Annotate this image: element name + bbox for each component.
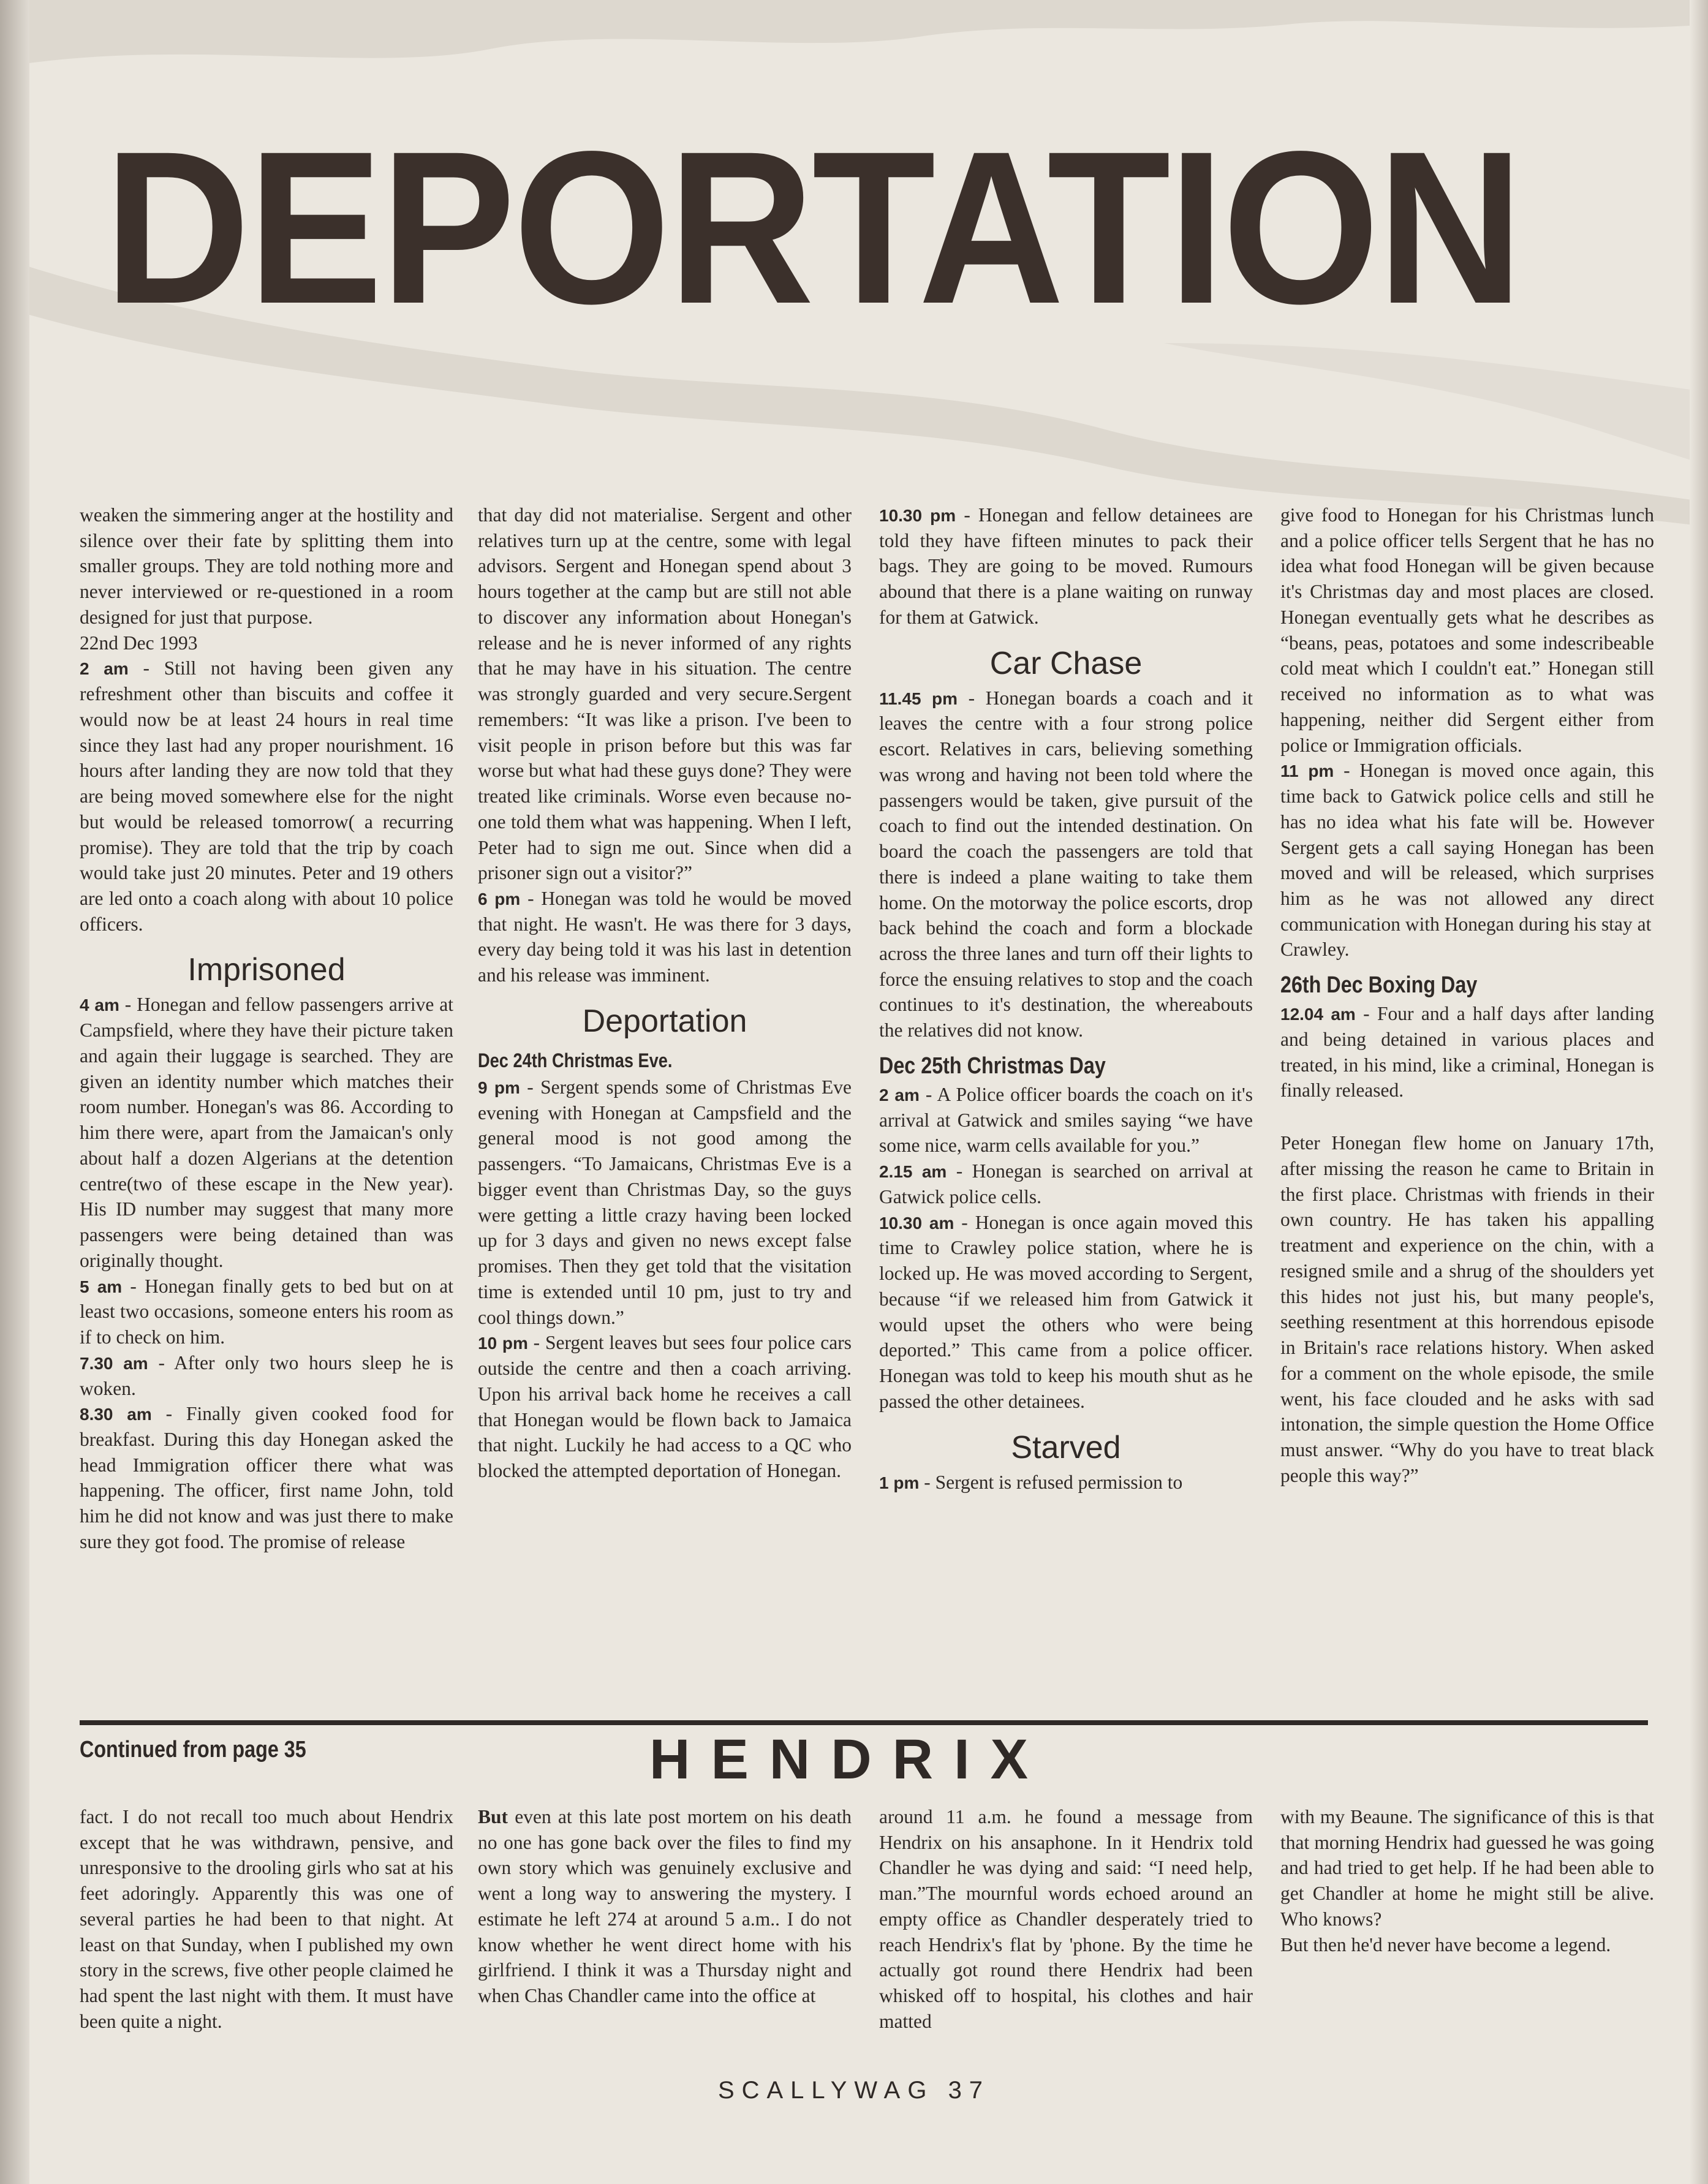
- article-column-2: [478, 502, 852, 1484]
- timeline-entry: [80, 1350, 453, 1401]
- paragraph: give food to Honegan for his Christmas lunch and a police officer tells Sergent that he has no idea what food Honegan will be given because it's Christmas day and most places are closed. Honegan eventually gets what he describes as “beans, peas, potatoes and some indescribeable cold meat which I couldn't eat.” Honegan still received no information as to what was happening, neither did Sergent either from police or Immigration officials.: [1280, 504, 1654, 756]
- hendrix-column-4: [1280, 1804, 1654, 1957]
- timestamp: 8.30 am: [80, 1405, 152, 1424]
- timeline-entry: [879, 686, 1253, 1043]
- date-heading: Dec 24th Christmas Eve.: [478, 1049, 673, 1071]
- hendrix-column-3: [879, 1804, 1253, 2035]
- timestamp: 2 am: [80, 659, 129, 679]
- entry-text: - Honegan and fellow passengers arrive at Campsfield, where they have their picture taken and again their luggage is searched. They are given an identity number which matches their room number. Honegan's was 86. According to him there were, apart from the Jamaican's only about half a dozen Algerians at the detention centre(two of these escape in the New year). His ID number may suggest that many more passengers were being detained than was originally thought.: [80, 994, 453, 1271]
- entry-text: - Sergent leaves but sees four police cars outside the centre and then a coach arriving. Upon his arrival back home he receives a call that Honegan would be flown back to Jamaica that night. Luckily he had access to a QC who blocked the attempted deportation of Honegan.: [478, 1332, 852, 1481]
- timestamp: 4 am: [80, 996, 119, 1015]
- timestamp: 10.30 pm: [879, 506, 956, 525]
- entry-text: - Honegan boards a coach and it leaves the centre with a four strong police escort. Relatives in cars, believing something was wrong and having not been told where the passengers would be taken, give pursuit of the coach to find out the intended destination. On board the coach the passengers are told that there is indeed a plane waiting to take them home. On the motorway the police escorts, drop back behind the coach and form a blockade across the three lanes and turn off their lights to force the ensuing relatives to stop and the coach continues to it's destination, the whereabouts the relatives did not know.: [879, 687, 1253, 1041]
- article-column-4: [1280, 502, 1654, 1488]
- timestamp: 11.45 pm: [879, 689, 958, 708]
- entry-text: - Still not having been given any refreshment other than biscuits and coffee it would now be at least 24 hours in real time since they last had any proper nourishment. 16 hours after landing they are now told that they are being moved somewhere else for the night but would be released tomorrow( a recurring promise). They are told that the trip by coach would take just 20 minutes. Peter and 19 others are led onto a coach along with about 10 police officers.: [80, 657, 453, 935]
- timestamp: 11 pm: [1280, 761, 1334, 781]
- timeline-entry: [1280, 758, 1654, 937]
- headline: DEPORTATION: [104, 107, 1521, 349]
- paragraph-text: even at this late post mortem on his death no one has gone back over the files to find my own story which was genuinely exclusive and went a long way to answering the mystery. I estimate he left 274 at around 5 a.m.. I do not know whether he went direct home with his girlfriend. I think it was a Thursday night and when Chas Chandler came into the office at: [478, 1806, 852, 2007]
- page-edge: [1690, 0, 1708, 2184]
- paragraph: weaken the simmering anger at the hostility and silence over their fate by splitting them into smaller groups. They are told nothing more and never interviewed or re-questioned in a room designed for just that purpose.: [80, 504, 453, 628]
- paragraph: fact. I do not recall too much about Hendrix except that he was withdrawn, pensive, and unresponsive to the drooling girls who sat at his feet adoringly. Apparently this was one of several parties he had been to that night. At least on that Sunday, when I published my own story in the screws, five other people claimed he had spent the last night with them. It must have been quite a night.: [80, 1806, 453, 2032]
- timeline-entry: [879, 1210, 1253, 1415]
- timeline-entry: [879, 1470, 1253, 1495]
- section-title: HENDRIX: [649, 1728, 1049, 1791]
- hendrix-column-1: [80, 1804, 453, 2035]
- entry-text: - Finally given cooked food for breakfast. During this day Honegan asked the head Immigration officer there what was happening. The officer, first name John, told him he did not know and was just there to make sure they got food. The promise of release: [80, 1403, 453, 1552]
- paragraph: But then he'd never have become a legend.: [1280, 1933, 1611, 1955]
- continued-label: Continued from page 35: [80, 1737, 306, 1763]
- page-spine: [0, 0, 29, 2184]
- entry-text: - Honegan is moved once again, this time back to Gatwick police cells and still he has no idea what his fate will be. However Sergent gets a call saying Honegan has been moved and will be released, which surprises him as he was not allowed any direct communication with Honegan during his stay at: [1280, 760, 1654, 935]
- dateline: 22nd Dec 1993: [80, 632, 198, 654]
- hendrix-column-2: [478, 1804, 852, 2009]
- date-heading: 26th Dec Boxing Day: [1280, 972, 1478, 999]
- article-column-3: [879, 502, 1253, 1495]
- paragraph: that day did not materialise. Sergent and other relatives turn up at the centre, some with legal advisors. Sergent and Honegan spend about 3 hours together at the camp but are still not able to discover any information about Honegan's release and he is never informed of any rights that he may have in his situation. The centre was strongly guarded and very secure.Sergent remembers: “It was like a prison. I've been to visit people in prison before but this was far worse but what had these guys done? They were treated like criminals. Worse even because no-one told them what was happening. When I left, Peter had to sign me out. Since when did a prisoner sign out a visitor?”: [478, 504, 852, 884]
- paragraph: with my Beaune. The significance of this is that that morning Hendrix had guessed he was going and had tried to get help. If he had been able to get Chandler at home he might still be alive. Who knows?: [1280, 1806, 1654, 1930]
- timeline-entry: [80, 992, 453, 1273]
- timeline-entry: [478, 1075, 852, 1330]
- lead-word: But: [478, 1806, 508, 1827]
- timeline-entry: [80, 1274, 453, 1350]
- timestamp: 2.15 am: [879, 1162, 947, 1182]
- timestamp: 10.30 am: [879, 1213, 954, 1233]
- timestamp: 6 pm: [478, 890, 521, 909]
- entry-text: - Honegan is searched on arrival at Gatwick police cells.: [879, 1160, 1253, 1207]
- entry-text: - Four and a half days after landing and being detained in various places and treated, in his mind, like a criminal, Honegan is finally released.: [1280, 1003, 1654, 1101]
- article-body: [80, 502, 1654, 1712]
- paragraph: around 11 a.m. he found a message from Hendrix on his ansaphone. In it Hendrix told Chandler he was dying and said: “I need help, man.”The mournful words echoed around an empty office as Chandler desperately tried to reach Hendrix's flat by 'phone. By the time he actually got round there Hendrix had been whisked off to hospital, his clothes and hair matted: [879, 1806, 1253, 2032]
- timestamp: 10 pm: [478, 1334, 528, 1353]
- section-heading: Deportation: [582, 1003, 747, 1039]
- timeline-entry: [1280, 1001, 1654, 1103]
- section-heading: Starved: [1011, 1429, 1121, 1465]
- timeline-entry: [879, 1082, 1253, 1158]
- entry-text: - Sergent is refused permission to: [919, 1471, 1183, 1493]
- entry-text: - Honegan was told he would be moved that night. He wasn't. He was there for 3 days, every day being told it was his last in detention and his release was imminent.: [478, 888, 852, 986]
- section-heading: Car Chase: [989, 645, 1143, 681]
- article-column-1: [80, 502, 453, 1555]
- paragraph: Peter Honegan flew home on January 17th, after missing the reason he came to Britain in the first place. Christmas with friends in their own country. He has taken his appalling treatment and experience on the chin, with a resigned smile and a shrug of the shoulders yet this hides not just his, but many people's, seething resentment at this horrendous episode in Britain's race relations history. When asked for a comment on the whole episode, the smile went, his face clouded and he asks with sad intonation, the simple question the Home Office must answer. “Why do you have to treat black people this way?”: [1280, 1132, 1654, 1486]
- section-divider: [80, 1720, 1648, 1725]
- page-folio: SCALLYWAG 37: [717, 2077, 991, 2104]
- entry-text: - Honegan and fellow detainees are told they have fifteen minutes to pack their bags. They are going to be moved. Rumours abound that there is a plane waiting on runway for them at Gatwick.: [879, 504, 1253, 628]
- timestamp: 12.04 am: [1280, 1005, 1356, 1024]
- entry-text: - Honegan finally gets to bed but on at least two occasions, someone enters his room as if to check on him.: [80, 1275, 453, 1348]
- timeline-entry: [879, 1158, 1253, 1209]
- timestamp: 1 pm: [879, 1473, 920, 1492]
- paragraph: [478, 1804, 852, 2009]
- timeline-entry: [478, 1330, 852, 1483]
- paragraph: Crawley.: [1280, 939, 1350, 961]
- entry-text: - A Police officer boards the coach on it's arrival at Gatwick and smiles saying “we have some nice, warm cells available for you.”: [879, 1083, 1253, 1157]
- timeline-entry: [80, 1401, 453, 1554]
- date-heading: Dec 25th Christmas Day: [879, 1052, 1106, 1079]
- section-heading: Imprisoned: [187, 952, 346, 988]
- timestamp: 2 am: [879, 1085, 920, 1105]
- timeline-entry: [80, 656, 453, 937]
- entry-text: - Sergent spends some of Christmas Eve evening with Honegan at Campsfield and the general mood is not good among the passengers. “To Jamaicans, Christmas Eve is a bigger event than Christmas Day, so the guys were getting a little crazy having been locked up for 3 days and given no news except false promises. Then they get told that the visitation time is extended until 10 pm, just to try and cool things down.”: [478, 1076, 852, 1328]
- entry-text: - After only two hours sleep he is woken.: [80, 1351, 453, 1399]
- timestamp: 7.30 am: [80, 1353, 148, 1373]
- timeline-entry: [478, 886, 852, 988]
- timestamp: 5 am: [80, 1277, 123, 1296]
- timeline-entry: [879, 502, 1253, 630]
- entry-text: - Honegan is once again moved this time to Crawley police station, where he is locked up. He was moved according to Sergent, because “if we released him from Gatwick it would upset the others who were being deported.” This came from a police officer. Honegan was told to keep his mouth shut as he passed the other detainees.: [879, 1211, 1253, 1412]
- timestamp: 9 pm: [478, 1078, 520, 1097]
- hendrix-body: [80, 1804, 1654, 2061]
